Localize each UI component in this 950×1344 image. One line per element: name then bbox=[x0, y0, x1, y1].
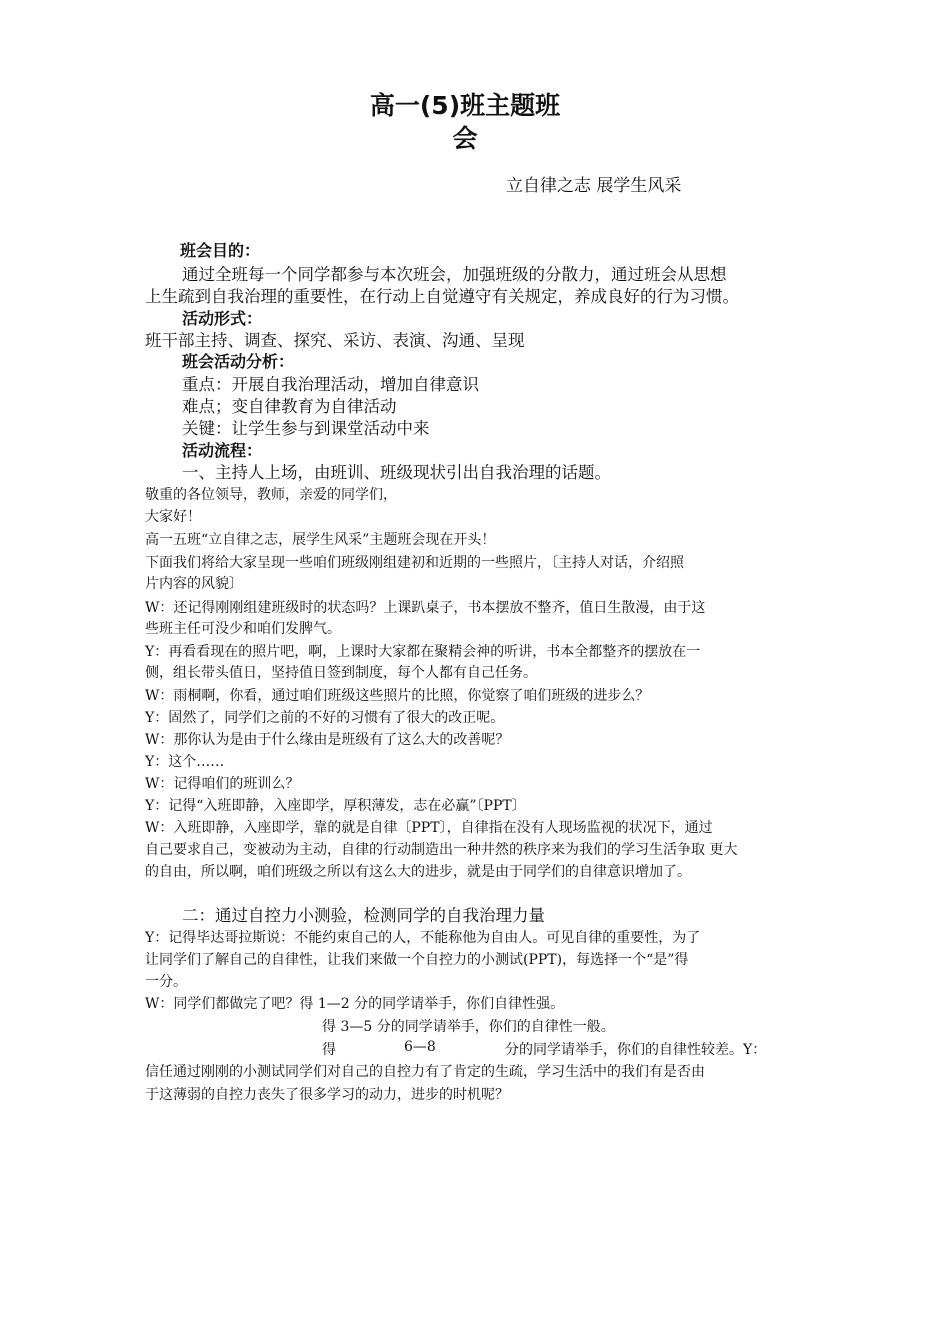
paragraph-line: 一分。 bbox=[145, 974, 187, 990]
page-title: 高一(5)班主题班 bbox=[369, 91, 561, 120]
paragraph-line: 重点：开展自我治理活动，增加自律意识 bbox=[182, 375, 479, 394]
paragraph-line: 敬重的各位领导，教师，亲爱的同学们， bbox=[145, 487, 397, 503]
paragraph-line: 难点；变自律教育为自律活动 bbox=[182, 397, 397, 416]
paragraph-line: W：入班即静，入座即学，靠的就是自律〔PPT〕，自律指在没有人现场监视的状况下，通过 bbox=[145, 820, 713, 836]
score-range: 6—8 bbox=[404, 1039, 436, 1055]
paragraph-line: 让同学们了解自己的自律性，让我们来做一个自控力的小测试(PPT)，每选择一个“是”得 bbox=[145, 952, 689, 968]
page-title-continued: 会 bbox=[452, 124, 478, 153]
paragraph-line: 侧，组长带头值日，坚持值日签到制度，每个人都有自己任务。 bbox=[145, 665, 537, 681]
paragraph-line: 些班主任可没少和咱们发脾气。 bbox=[145, 621, 341, 637]
paragraph-line: 大家好！ bbox=[145, 509, 201, 525]
paragraph-line: 于这薄弱的自控力丧失了很多学习的动力，进步的时机呢？ bbox=[145, 1087, 509, 1103]
section-heading-format: 活动形式： bbox=[182, 309, 263, 328]
paragraph-line: 下面我们将给大家呈现一些咱们班级刚组建初和近期的一些照片，〔主持人对话，介绍照 bbox=[145, 555, 684, 571]
paragraph-line: W：雨桐啊，你看，通过咱们班级这些照片的比照，你觉察了咱们班级的进步么？ bbox=[145, 688, 650, 704]
paragraph-line: 一、主持人上场，由班训、班级现状引出自我治理的话题。 bbox=[182, 463, 611, 482]
section-heading-process: 活动流程： bbox=[182, 441, 263, 460]
paragraph-line: W：那你认为是由于什么缘由是班级有了这么大的改善呢？ bbox=[145, 732, 510, 748]
paragraph-line: 信任通过刚刚的小测试同学们对自己的自控力有了肯定的生疏，学习生活中的我们有是否由 bbox=[145, 1064, 705, 1080]
section-heading-analysis: 班会活动分析： bbox=[182, 352, 295, 371]
paragraph-line: 关键：让学生参与到课堂活动中来 bbox=[182, 419, 430, 438]
paragraph-line: Y：记得“入班即静，入座即学，厚积薄发，志在必赢”〔PPT〕 bbox=[145, 798, 526, 814]
paragraph-line: 片内容的风貌〕 bbox=[145, 576, 243, 592]
paragraph-line: W：还记得刚刚组建班级时的状态吗？上课趴桌子，书本摆放不整齐，值日生散漫，由于这 bbox=[145, 600, 706, 616]
paragraph-line: 得 3—5 分的同学请举手，你们的自律性一般。 bbox=[322, 1019, 615, 1035]
page-subtitle: 立自律之志 展学生风采 bbox=[506, 176, 682, 196]
paragraph-line: 分的同学请举手，你们的自律性较差。Y： bbox=[505, 1042, 767, 1058]
paragraph-line: W：同学们都做完了吧？得 1—2 分的同学请举手，你们自律性强。 bbox=[145, 996, 565, 1012]
paragraph-line: 班干部主持、调查、探究、采访、表演、沟通、呈现 bbox=[145, 331, 525, 350]
paragraph-line: 上生疏到自我治理的重要性，在行动上自觉遵守有关规定，养成良好的行为习惯。 bbox=[145, 287, 739, 306]
paragraph-line: W：记得咱们的班训么？ bbox=[145, 776, 300, 792]
paragraph-line: Y：这个…… bbox=[145, 754, 225, 770]
paragraph-line: 的自由，所以啊，咱们班级之所以有这么大的进步，就是由于同学们的自律意识增加了。 bbox=[145, 864, 691, 880]
paragraph-line: 通过全班每一个同学都参与本次班会，加强班级的分散力，通过班会从思想 bbox=[182, 265, 727, 284]
paragraph-line: 得 bbox=[322, 1042, 336, 1058]
paragraph-line: Y：固然了，同学们之前的不好的习惯有了很大的改正呢。 bbox=[145, 710, 505, 726]
section-heading-step-two: 二：通过自控力小测验，检测同学的自我治理力量 bbox=[182, 906, 545, 925]
paragraph-line: 自己要求自己，变被动为主动，自律的行动制造出一种井然的秩序来为我们的学习生活争取 更大 bbox=[145, 842, 738, 858]
section-heading-purpose: 班会目的： bbox=[180, 241, 261, 260]
paragraph-line: 高一五班“立自律之志，展学生风采”主题班会现在开头！ bbox=[145, 532, 496, 548]
paragraph-line: Y：再看看现在的照片吧，啊，上课时大家都在聚精会神的听讲，书本全都整齐的摆放在一 bbox=[145, 644, 701, 660]
paragraph-line: Y：记得毕达哥拉斯说：不能约束自己的人，不能称他为自由人。可见自律的重要性，为了 bbox=[145, 930, 701, 946]
